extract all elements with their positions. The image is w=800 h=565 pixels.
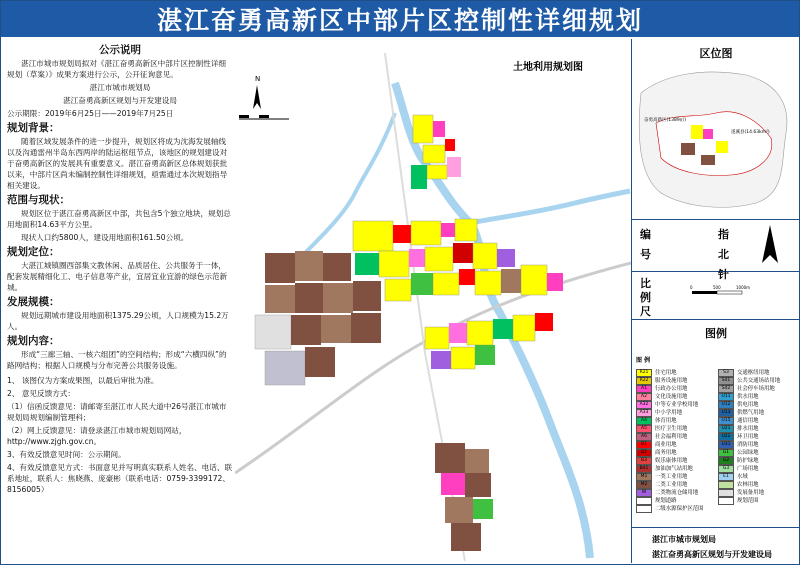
legend-item	[718, 457, 798, 465]
scope-body2: 现状人口约5800人，建设用地面积161.50公顷。	[21, 233, 189, 242]
legend-item	[636, 457, 716, 465]
legend-item	[718, 489, 798, 497]
legend-sub: 图 例	[636, 357, 651, 364]
legend-item	[718, 441, 798, 449]
legend-item	[636, 449, 716, 457]
legend-label: 规划范围	[737, 498, 759, 504]
legend-label: 公园绿地	[737, 450, 759, 456]
legend-swatch: A1	[636, 385, 652, 393]
location-heading: 区位图	[699, 47, 733, 60]
legend	[636, 357, 796, 512]
legend-label: 医疗卫生用地	[655, 426, 688, 432]
content-heading: 规划内容：	[7, 335, 60, 347]
poster-title: 湛江奋勇高新区中部片区控制性详细规划	[1, 1, 799, 37]
legend-label: 防护绿地	[737, 458, 759, 464]
note-4: （2）网上反馈意见：请登录湛江市城市规划局网站，http://www.zjgh.gov.cn。	[7, 426, 187, 446]
legend-swatch: B1	[636, 441, 652, 449]
legend-label: 规划道路	[655, 498, 677, 504]
org-box	[632, 527, 800, 564]
legend-swatch: R22	[636, 377, 652, 385]
content-body: 形成“三廊三轴、一核六组团”的空间结构；形成“六横四纵”的路网结构；根据人口规模与分布完善公共服务设施。	[7, 350, 227, 370]
loc-label2: 遂溪县(14.63km²)	[731, 130, 770, 135]
legend-item	[636, 473, 716, 481]
legend-swatch: A5	[636, 425, 652, 433]
svg-text:0: 0	[690, 285, 693, 290]
legend-label: 娱乐康体用地	[655, 458, 688, 464]
legend-swatch: A32	[636, 401, 652, 409]
legend-swatch: M1	[636, 473, 652, 481]
legend-item	[636, 409, 716, 417]
legend-label: 发展备用地	[737, 490, 764, 496]
land-use-map-svg	[235, 53, 631, 561]
legend-label: 环卫用地	[737, 434, 759, 440]
legend-item	[718, 433, 798, 441]
map-north-arrow-icon	[239, 75, 289, 119]
legend-swatch: U12	[718, 401, 734, 409]
legend-label: 排水用地	[737, 426, 759, 432]
scale-box	[632, 271, 800, 320]
legend-label: 商业用地	[655, 442, 677, 448]
scale-label: 比例尺	[640, 277, 651, 318]
legend-item	[636, 393, 716, 401]
legend-swatch	[636, 505, 652, 513]
notice-heading: 公示说明	[99, 44, 141, 56]
legend-item	[718, 497, 798, 505]
legend-item	[636, 401, 716, 409]
positioning-body: 大湛江城镇圈西部集文教休闲、品质居住、公共服务于一体，配套发展精细化工、电子信息等产业，宜居宜业宜游的绿色示范新城。	[7, 261, 228, 292]
north-arrow-icon	[750, 223, 790, 267]
scale-body: 规划远期城市建设用地面积1375.29公顷，人口规模为15.2万人。	[7, 311, 229, 331]
note-5: 3、有效反馈意见时间：公示期间。	[7, 450, 126, 459]
loc-label1: 奋勇高新区(1389㎡)	[644, 118, 686, 123]
legend-item	[718, 393, 798, 401]
legend-swatch: M2	[636, 481, 652, 489]
legend-swatch: G2	[718, 457, 734, 465]
legend-label: 社会停车场用地	[737, 386, 775, 392]
scale-heading: 发展规模：	[7, 296, 60, 308]
legend-label: 二级水源保护区范围	[655, 506, 704, 512]
legend-label: 中小学用地	[655, 410, 682, 416]
legend-swatch: G3	[718, 465, 734, 473]
legend-swatch: U31	[718, 441, 734, 449]
note-1: 1、 该图仅为方案成果图，以最后审批为准。	[7, 376, 159, 385]
org2: 湛江奋勇高新区规划与开发建设局	[652, 550, 772, 559]
legend-label: 体育用地	[655, 418, 677, 424]
background-heading: 规划背景：	[7, 122, 60, 134]
legend-item	[636, 489, 716, 497]
code-north-box	[632, 219, 800, 281]
legend-label: 通信用地	[737, 418, 759, 424]
legend-label: 二类物流仓储用地	[655, 490, 699, 496]
legend-swatch: B41	[636, 465, 652, 473]
legend-swatch: A6	[636, 433, 652, 441]
legend-item	[636, 465, 716, 473]
legend-label: 社会福利用地	[655, 434, 688, 440]
legend-item	[718, 409, 798, 417]
scale-bar-icon	[682, 285, 782, 305]
legend-label: 二类工业用地	[655, 482, 688, 488]
notice-period: 公示期限：2019年6月25日——2019年7月25日	[7, 109, 174, 118]
svg-text:N: N	[255, 75, 261, 83]
org1: 湛江市城市规划局	[652, 535, 716, 544]
legend-item	[636, 425, 716, 433]
legend-label: 住宅用地	[655, 370, 677, 376]
legend-swatch: U11	[718, 393, 734, 401]
legend-swatch: A33	[636, 409, 652, 417]
legend-col-right	[718, 369, 798, 505]
legend-label: 水域	[737, 474, 748, 480]
south-cluster	[435, 443, 493, 551]
legend-item	[718, 425, 798, 433]
legend-item	[636, 505, 716, 513]
legend-label: 文化设施用地	[655, 394, 688, 400]
legend-swatch: E1	[718, 473, 734, 481]
legend-item	[636, 385, 716, 393]
legend-swatch	[718, 481, 734, 489]
legend-label: 供电用地	[737, 402, 759, 408]
code-label: 编号	[640, 228, 651, 261]
legend-swatch: S42	[718, 385, 734, 393]
legend-label: 供燃气用地	[737, 410, 764, 416]
legend-swatch: S3	[718, 369, 734, 377]
legend-label: 行政办公用地	[655, 386, 688, 392]
legend-swatch: B3	[636, 457, 652, 465]
legend-heading: 图例	[705, 327, 727, 340]
legend-swatch: S41	[718, 377, 734, 385]
central-cluster	[353, 219, 563, 301]
legend-swatch: G1	[718, 449, 734, 457]
left-panel	[7, 41, 233, 561]
legend-item	[636, 433, 716, 441]
legend-item	[718, 401, 798, 409]
legend-item	[636, 441, 716, 449]
legend-swatch: A4	[636, 417, 652, 425]
legend-label: 消防用地	[737, 442, 759, 448]
legend-label: 交通枢纽用地	[737, 370, 770, 376]
legend-item	[718, 465, 798, 473]
background-body: 随着区域发展条件的进一步提升，规划区将成为沈海发展轴线以及沟通雷州半岛东西两岸的陆运枢纽节点，该地区的规划建设对于奋勇高新区的发展具有重要意义。湛江奋勇高新区总体规划获批以来，中部片区尚未编制控制性详细规划，亟需通过本次规划指导相关建设。	[7, 137, 228, 190]
land-use-map	[235, 53, 631, 561]
legend-item	[718, 449, 798, 457]
legend-label: 商务用地	[655, 450, 677, 456]
legend-item	[718, 385, 798, 393]
scope-heading: 范围与现状：	[7, 194, 70, 206]
legend-label: 中等专业学校用地	[655, 402, 699, 408]
notice-org2: 湛江奋勇高新区规划与开发建设局	[63, 96, 177, 105]
legend-label: 农林用地	[737, 482, 759, 488]
legend-swatch: A2	[636, 393, 652, 401]
positioning-heading: 规划定位：	[7, 246, 60, 258]
legend-swatch: U21	[718, 425, 734, 433]
legend-swatch: U15	[718, 417, 734, 425]
legend-label: 一类工业用地	[655, 474, 688, 480]
legend-swatch: U22	[718, 433, 734, 441]
legend-swatch: B2	[636, 449, 652, 457]
note-3: （1）信函反馈意见：请邮寄至湛江市人民大道中26号湛江市城市规划局规划编制管理科；	[7, 402, 227, 422]
notice-body: 湛江市城市规划局拟对《湛江奋勇高新区中部片区控制性详细规划（草案）》成果方案进行公示，公开征询意见。	[7, 59, 227, 79]
location-map-svg	[636, 63, 796, 213]
legend-label: 供水用地	[737, 394, 759, 400]
svg-text:1000m: 1000m	[736, 285, 751, 290]
legend-label: 公共交通场站用地	[737, 378, 781, 384]
note-6: 4、有效反馈意见方式：书面意见并写明真实联系人姓名、电话、联系地址，联系人：焦晓燕、庞豪彬（联系电话：0759-3399172、8156005）	[7, 463, 233, 494]
legend-item	[718, 417, 798, 425]
map-title: 土地利用规划图	[513, 62, 583, 73]
legend-item	[636, 377, 716, 385]
legend-swatch: R21	[636, 369, 652, 377]
notice-org1: 湛江市城市规划局	[89, 83, 151, 92]
legend-item	[718, 377, 798, 385]
legend-swatch: U13	[718, 409, 734, 417]
legend-item	[636, 369, 716, 377]
legend-item	[636, 497, 716, 505]
right-panel	[631, 39, 800, 563]
legend-swatch: W	[636, 489, 652, 497]
legend-item	[636, 481, 716, 489]
svg-text:500: 500	[713, 285, 721, 290]
location-box	[632, 39, 800, 220]
legend-item	[718, 473, 798, 481]
legend-item	[718, 369, 798, 377]
legend-item	[636, 417, 716, 425]
scope-body1: 规划区位于湛江奋勇高新区中部，共包含5个独立地块，规划总用地面积14.63平方公里。	[7, 209, 231, 229]
east-cluster	[425, 313, 553, 369]
legend-swatch	[636, 497, 652, 505]
legend-col-left	[636, 369, 716, 513]
legend-item	[718, 481, 798, 489]
legend-label: 服务设施用地	[655, 378, 688, 384]
note-2: 2、 意见反馈方式：	[7, 389, 75, 398]
legend-swatch	[718, 489, 734, 497]
legend-label: 广场用地	[737, 466, 759, 472]
legend-swatch	[718, 497, 734, 505]
north-label: 指北针	[718, 228, 729, 281]
legend-label: 加油加气站用地	[655, 466, 693, 472]
